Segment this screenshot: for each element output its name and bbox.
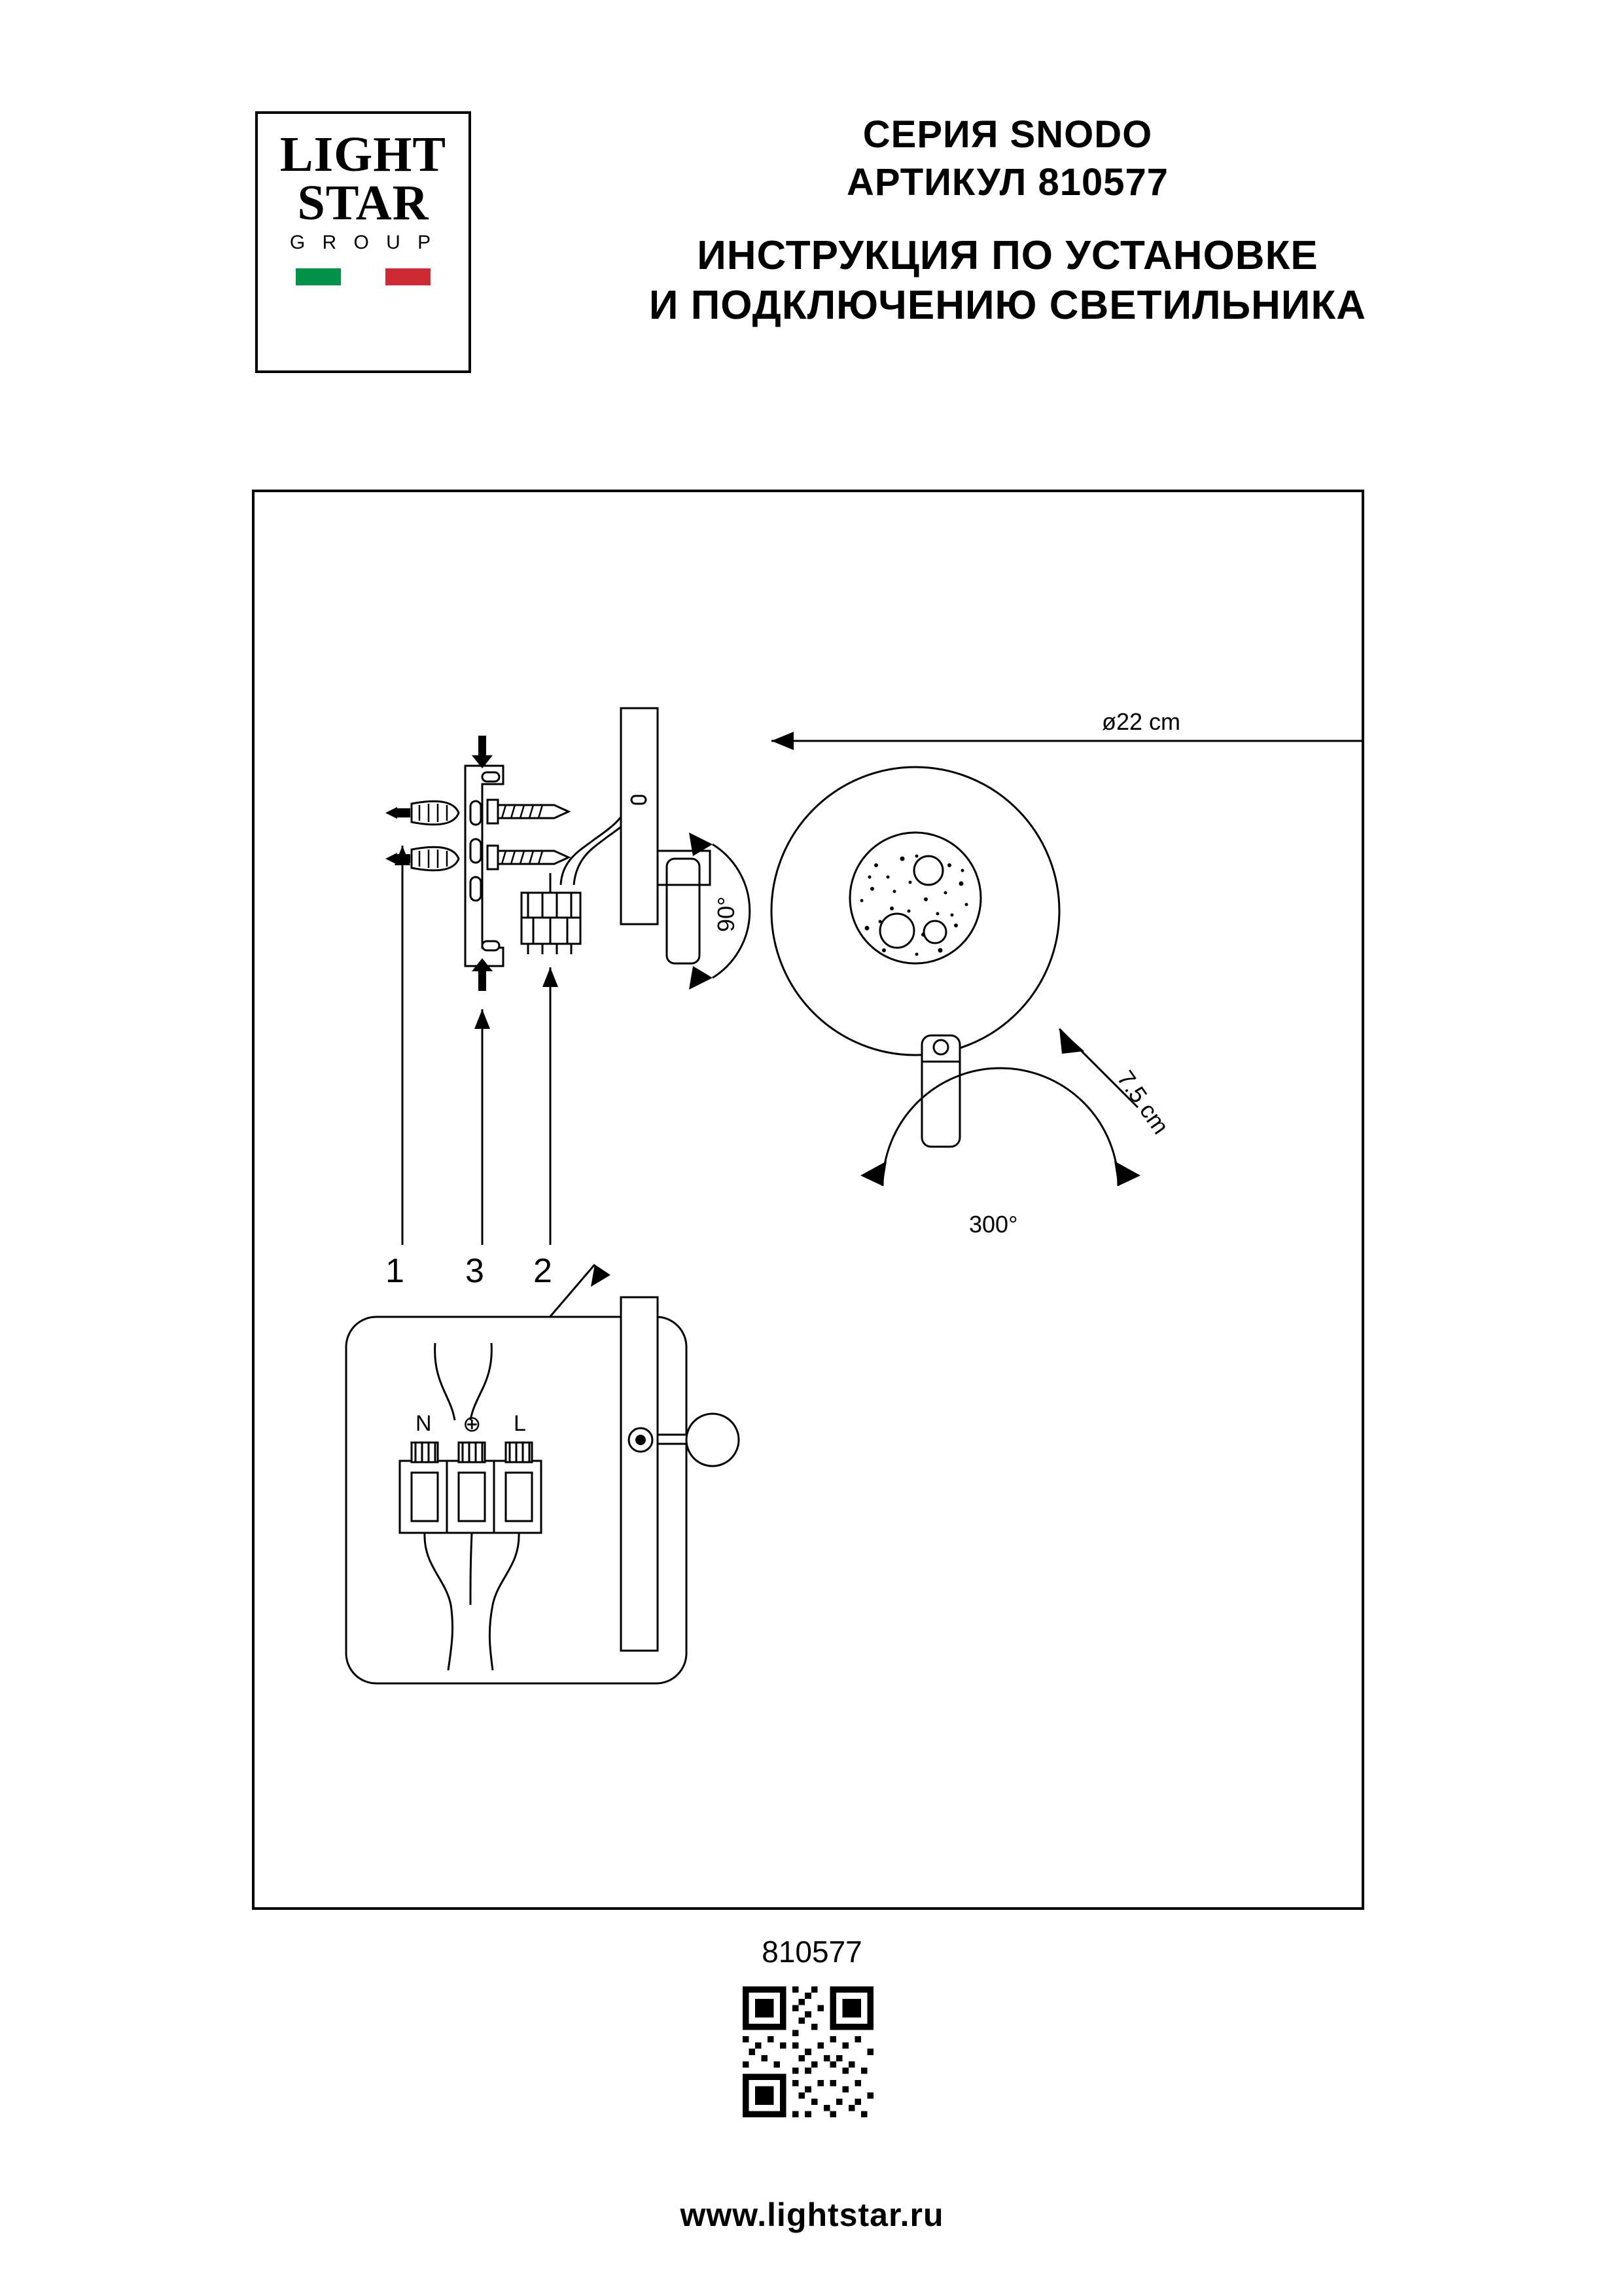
lamp-front-view <box>771 767 1059 1147</box>
screw-upper <box>487 800 569 823</box>
diameter-dimension <box>771 732 1362 750</box>
instruction-title-line1: ИНСТРУКЦИЯ ПО УСТАНОВКЕ <box>697 233 1318 278</box>
logo-text-light: LIGHT <box>279 127 447 182</box>
callout-label-2: 2 <box>533 1252 552 1290</box>
series-label: СЕРИЯ SNODO <box>862 113 1153 156</box>
brand-logo <box>255 111 471 373</box>
terminal-label-earth: ⊕ <box>463 1412 482 1437</box>
tilt-angle-label: 90° <box>713 896 739 932</box>
terminal-block-small <box>521 873 580 954</box>
diameter-label: ø22 cm <box>1102 708 1181 735</box>
website-url[interactable]: www.lightstar.ru <box>680 2197 944 2233</box>
article-label: АРТИКУЛ 810577 <box>847 160 1169 204</box>
wall-plug-upper <box>385 801 459 825</box>
qr-code <box>743 1986 874 2117</box>
assembly-diagram <box>255 492 1362 1907</box>
rotation-angle-indicator <box>860 1068 1140 1186</box>
rotation-angle-label: 300° <box>969 1211 1018 1238</box>
depth-label: 7.5 cm <box>1112 1066 1174 1139</box>
header-text-block <box>497 111 1518 330</box>
callout-label-1: 1 <box>385 1252 404 1290</box>
instruction-title-line2: И ПОДКЛЮЧЕНИЮ СВЕТИЛЬНИКА <box>648 282 1367 328</box>
screw-lower <box>487 846 569 869</box>
terminal-label-n: N <box>415 1411 432 1436</box>
callout-label-3: 3 <box>465 1252 484 1290</box>
wall-plug-lower <box>385 847 459 870</box>
page-header <box>0 98 1624 393</box>
logo-text-group: G R O U P <box>289 232 437 254</box>
lamp-body-side-view <box>621 708 710 963</box>
terminal-label-l: L <box>514 1411 526 1436</box>
diagram-frame <box>252 490 1364 1910</box>
product-code: 810577 <box>762 1935 862 1969</box>
logo-text-star: STAR <box>297 175 429 231</box>
italy-flag-icon <box>296 268 431 285</box>
